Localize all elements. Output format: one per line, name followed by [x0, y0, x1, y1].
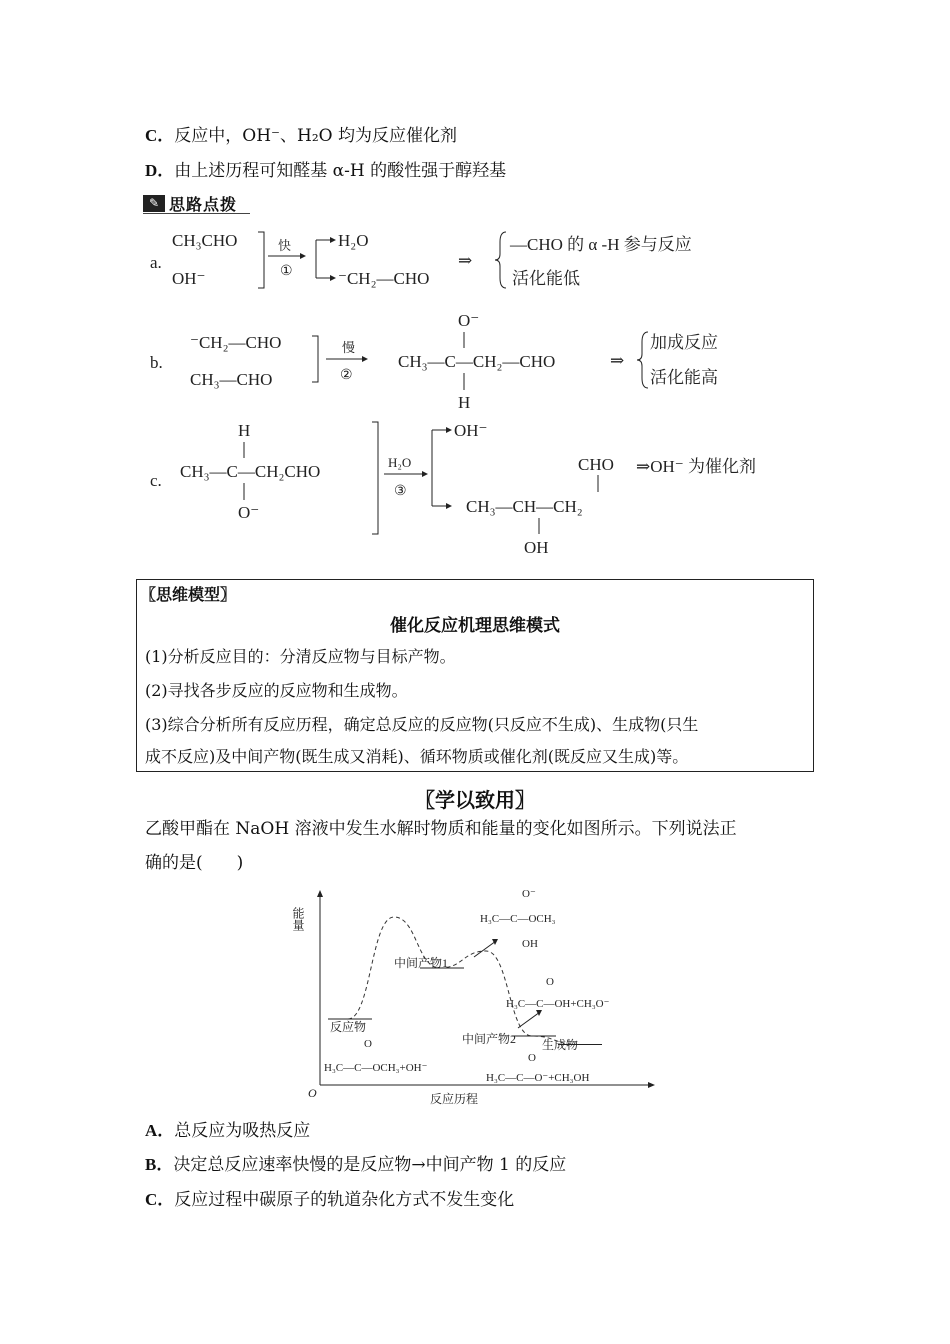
step-c-top-group: H — [238, 421, 251, 440]
model-line: 成不反应)及中间产物(既生成又消耗)、循环物质或催化剂(既反应又生成)等。 — [145, 747, 689, 766]
option-d — [145, 160, 506, 182]
option-a — [145, 1120, 310, 1142]
reactant-top: O — [364, 1038, 372, 1050]
step-c-reagent: H₂O — [388, 455, 412, 470]
intermediate2-label: 中间产物2 — [462, 1032, 517, 1046]
fork-arrowhead — [446, 427, 452, 433]
step-a-reactant1: CH₃CHO — [172, 231, 238, 250]
reactant-formula: H₃C—C—OCH₃+OH⁻ — [324, 1062, 428, 1074]
step-b-brace — [637, 332, 648, 388]
model-line: (2)寻找各步反应的反应物和生成物。 — [145, 681, 408, 700]
step-a-comment1: —CHO 的 α -H 参与反应 — [510, 235, 692, 254]
product-top: O — [528, 1052, 536, 1064]
option-label: D． — [145, 161, 175, 180]
question-line-2: 确的是( ) — [145, 853, 244, 873]
int1-top: O⁻ — [522, 888, 536, 900]
thinking-model-heading: 催化反应机理思维模式 — [390, 616, 560, 636]
tip-header — [143, 193, 237, 213]
product-label: 生成物 — [542, 1038, 579, 1052]
product-formula: H₃C—C—O⁻+CH₃OH — [486, 1072, 590, 1084]
option-text: 由上述历程可知醛基 α-H 的酸性强于醇羟基 — [174, 161, 507, 181]
x-axis-arrowhead — [648, 1082, 655, 1088]
step-b-reactant2: CH₃—CHO — [190, 370, 273, 389]
step-c-product2-top: CHO — [578, 455, 614, 474]
step-a-product2: ⁻CH₂—CHO — [338, 269, 430, 288]
option-label: C． — [145, 1190, 175, 1209]
step-c-product2-chain: CH₃—CH—CH₂ — [466, 497, 583, 516]
step-b-chain: CH₃—C—CH₂—CHO — [398, 352, 556, 371]
step-a-label: a. — [150, 253, 162, 272]
fork-arrowhead — [330, 275, 336, 281]
option-text: 反应过程中碳原子的轨道杂化方式不发生变化 — [174, 1190, 515, 1210]
int2-top: O — [546, 976, 554, 988]
step-a-product1: H₂O — [338, 231, 369, 250]
intermediate1-label: 中间产物1 — [394, 956, 449, 970]
step-b-comment2: 活化能高 — [650, 368, 718, 387]
step-b-label: b. — [150, 353, 163, 372]
fork-arrowhead — [330, 237, 336, 243]
step-b-top-group: O⁻ — [458, 311, 480, 330]
x-axis-label: 反应历程 — [430, 1092, 479, 1106]
tip-title: 思路点拨 — [169, 194, 238, 214]
option-label: C． — [145, 126, 175, 145]
y-axis-label: 能量 — [291, 907, 305, 931]
step-b-arrowhead — [362, 356, 368, 362]
option-label: A． — [145, 1121, 175, 1140]
option-text: 总反应为吸热反应 — [174, 1121, 311, 1141]
step-b-bracket — [312, 336, 318, 382]
reactant-label: 反应物 — [330, 1020, 367, 1034]
step-c-number: ③ — [394, 484, 407, 499]
step-a-arrowhead — [300, 253, 306, 259]
int1-bottom: OH — [522, 938, 538, 950]
model-line: (1)分析反应目的：分清反应物与目标产物。 — [145, 647, 456, 666]
practice-title: 〖学以致用〗 — [415, 788, 535, 812]
energy-diagram — [290, 885, 670, 1110]
pointer-arrowhead — [536, 1010, 542, 1016]
step-c-chain: CH₃—C—CH₂CHO — [180, 462, 321, 481]
step-b-bottom-group: H — [458, 393, 471, 412]
option-c — [145, 1189, 514, 1211]
step-c-product1: OH⁻ — [454, 421, 488, 440]
energy-curve — [348, 917, 578, 1045]
tip-underline — [143, 213, 250, 214]
pencil-icon: ✎ — [143, 195, 165, 212]
thinking-model-title: 〖思维模型〗 — [140, 585, 237, 604]
step-c-bracket — [372, 422, 378, 534]
int2-formula: H₃C—C—OH+CH₃O⁻ — [506, 998, 610, 1010]
step-a-rate: 快 — [278, 238, 292, 253]
step-b-reactant1: ⁻CH₂—CHO — [190, 333, 282, 352]
step-c-label: c. — [150, 471, 162, 490]
option-b — [145, 1154, 566, 1176]
step-a-comment2: 活化能低 — [512, 269, 580, 288]
int1-formula: H₃C—C—OCH₃ — [480, 913, 556, 925]
model-line: (3)综合分析所有反应历程，确定总反应的反应物(只反应不生成)、生成物(只生 — [145, 715, 699, 734]
thinking-model-box — [136, 579, 814, 772]
step-b-number: ② — [340, 368, 353, 383]
step-a-reactant2: OH⁻ — [172, 269, 206, 288]
step-c-bottom-group: O⁻ — [238, 503, 260, 522]
step-c-note: ⇒OH⁻ 为催化剂 — [636, 457, 757, 476]
implies-arrow: ⇒ — [610, 351, 625, 370]
origin-label: O — [308, 1086, 317, 1100]
option-text: 反应中，OH⁻、H₂O 均为反应催化剂 — [174, 126, 457, 146]
option-text: 决定总反应速率快慢的是反应物→中间产物 1 的反应 — [173, 1155, 567, 1175]
step-c-arrowhead — [422, 471, 428, 477]
step-b-rate: 慢 — [342, 340, 356, 355]
question-line-1: 乙酸甲酯在 NaOH 溶液中发生水解时物质和能量的变化如图所示。下列说法正 — [145, 819, 737, 839]
pointer-arrow — [518, 1012, 540, 1028]
y-axis-arrowhead — [317, 890, 323, 897]
step-b-comment1: 加成反应 — [650, 333, 718, 352]
step-c-product2-bottom: OH — [524, 538, 549, 557]
step-a-brace — [495, 232, 506, 288]
pointer-arrowhead — [492, 939, 498, 945]
pointer-arrow — [474, 941, 496, 957]
step-a-bracket — [258, 232, 264, 288]
implies-arrow: ⇒ — [458, 251, 473, 270]
mechanism-scheme — [0, 220, 950, 565]
option-c-top — [145, 125, 457, 147]
step-a-number: ① — [280, 264, 293, 279]
fork-arrowhead — [446, 503, 452, 509]
option-label: B． — [145, 1155, 174, 1174]
